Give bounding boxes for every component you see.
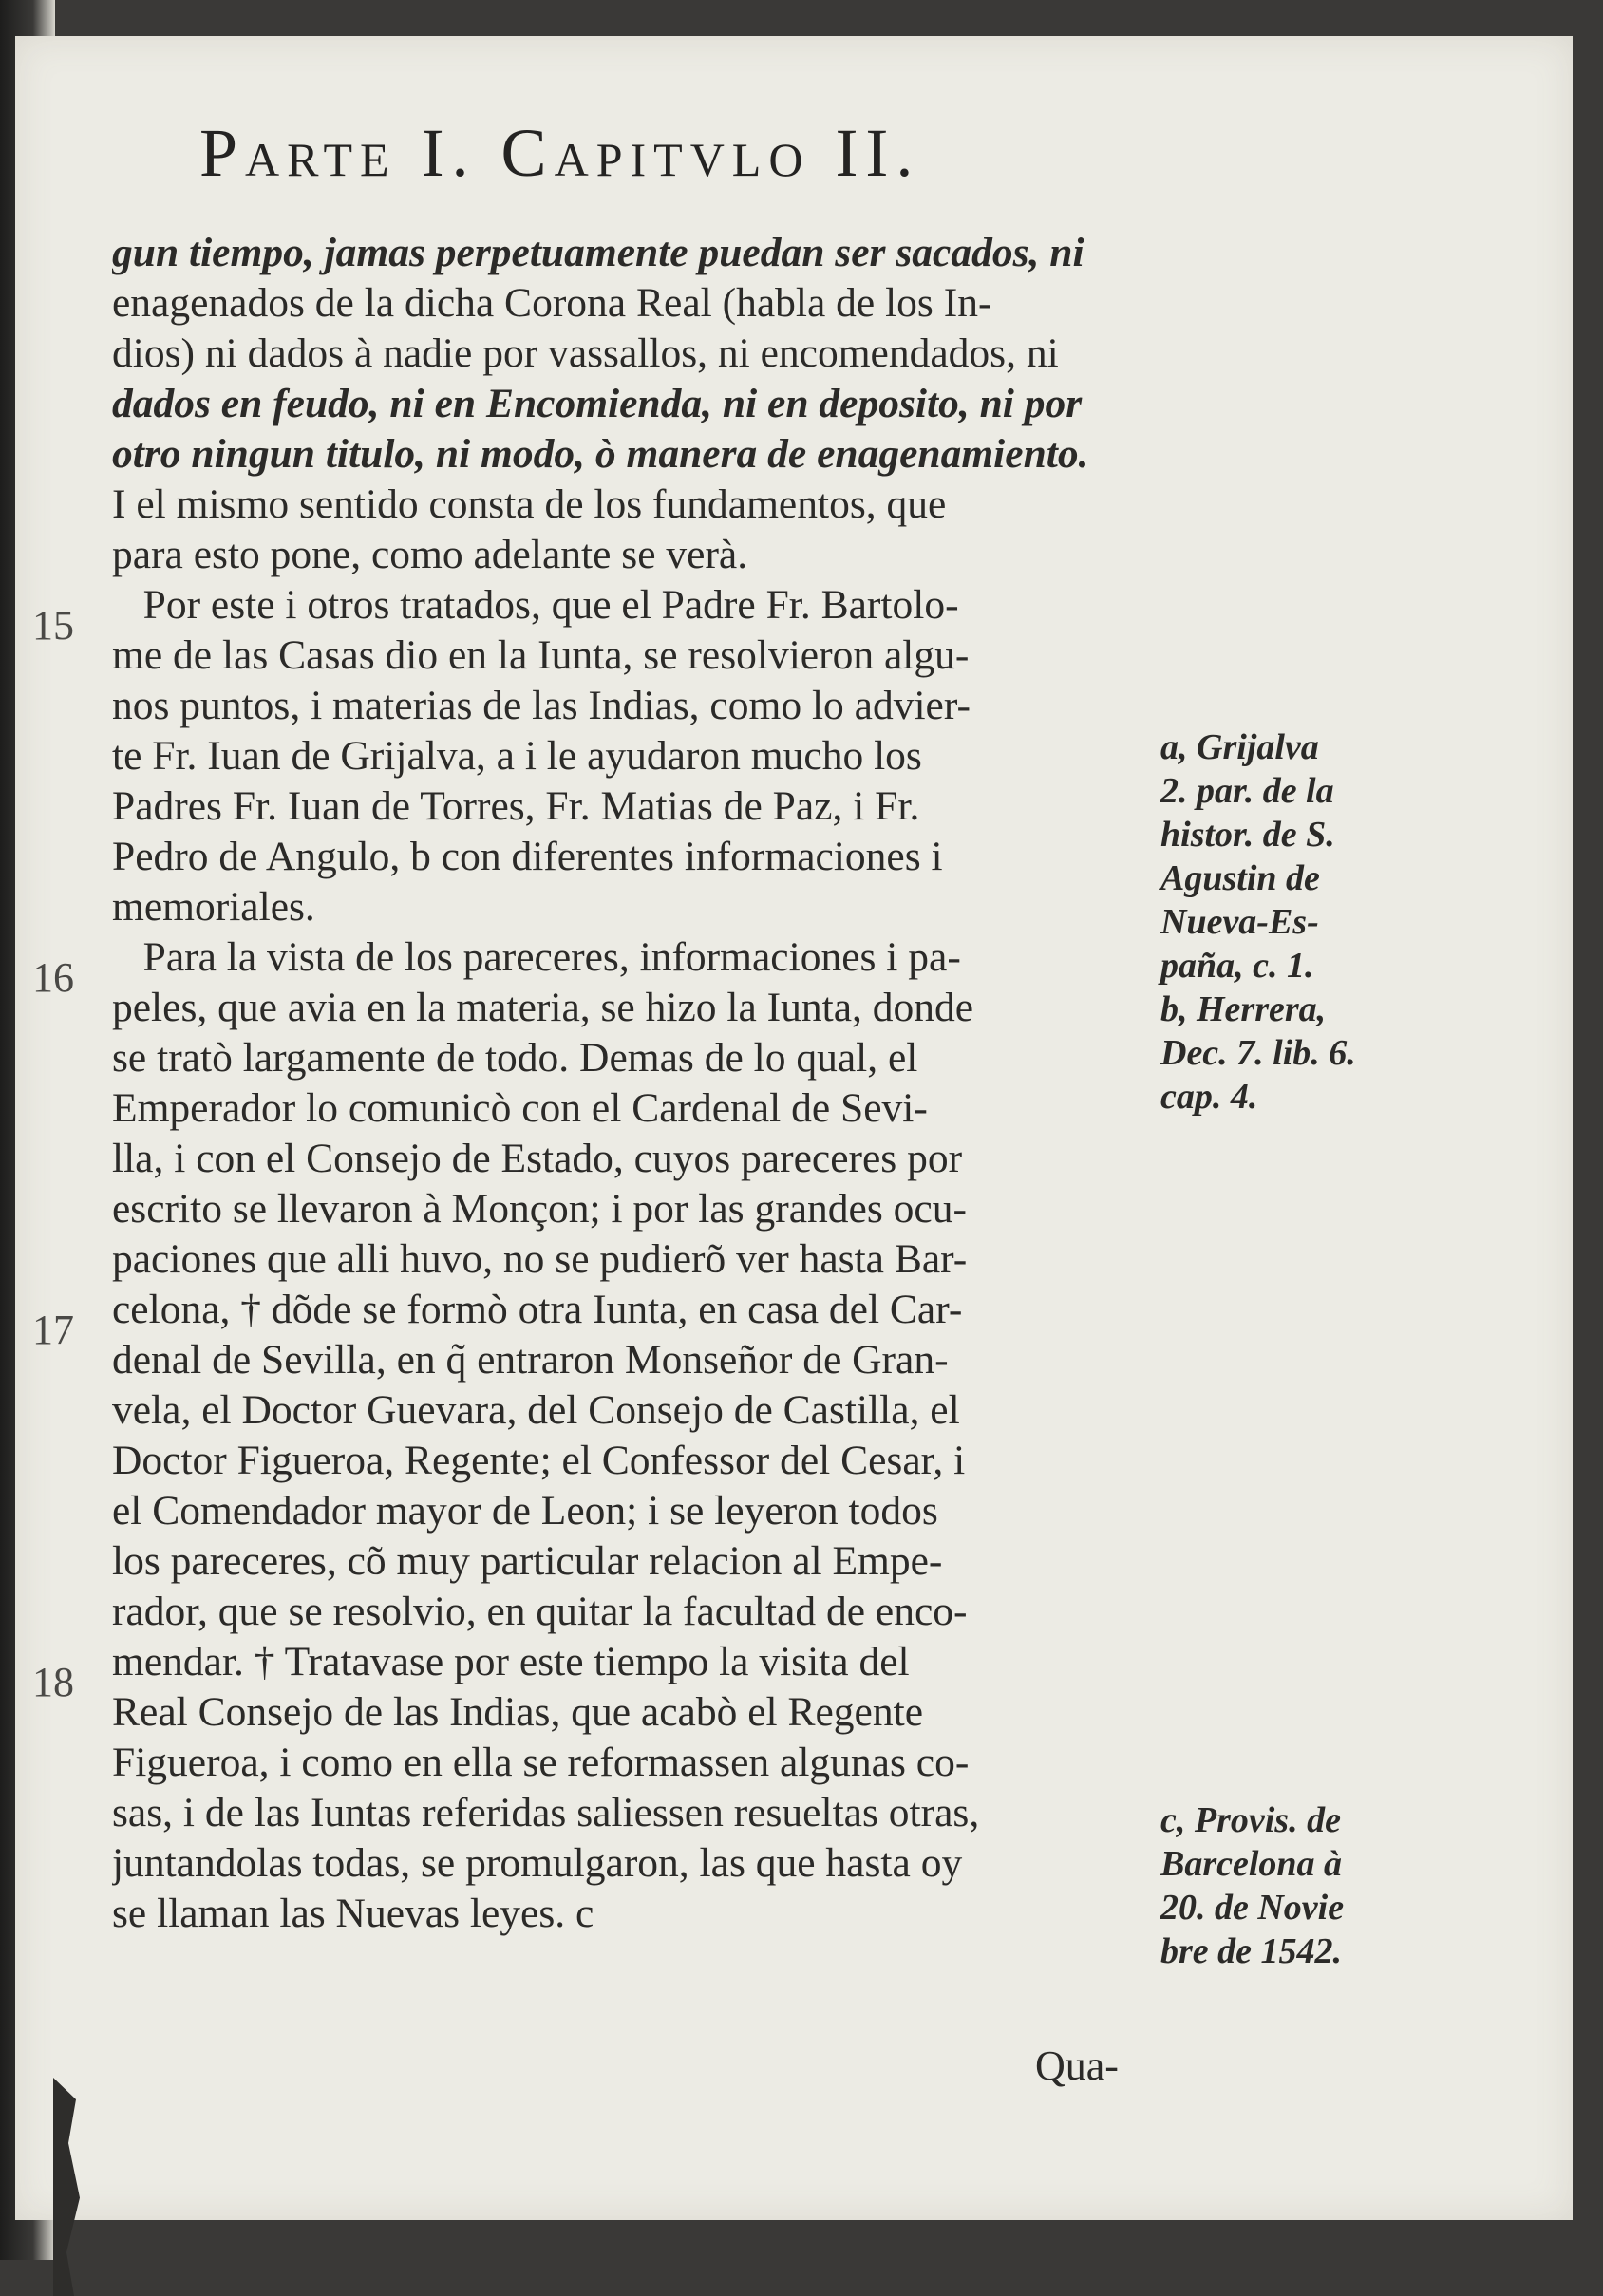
running-head: Parte I. Capitvlo II. xyxy=(199,115,921,191)
text-line: otro ningun titulo, ni modo, ò manera de enagenamiento. xyxy=(112,431,1089,477)
text-line: Para la vista de los pareceres, informaciones i pa- xyxy=(142,934,961,980)
paragraph-number: 18 xyxy=(32,1659,74,1705)
paragraph-number: 15 xyxy=(32,602,74,649)
text-line: memoriales. xyxy=(112,884,315,930)
text-line: me de las Casas dio en la Iunta, se resolvieron algu- xyxy=(112,632,970,678)
margin-note-line: cap. 4. xyxy=(1160,1077,1258,1117)
text-line: el Comendador mayor de Leon; i se leyeron todos xyxy=(112,1488,938,1534)
text-line: los pareceres, cõ muy particular relacion al Empe- xyxy=(112,1538,943,1584)
text-line: te Fr. Iuan de Grijalva, a i le ayudaron mucho los xyxy=(112,733,922,779)
text-line: Doctor Figueroa, Regente; el Confessor del Cesar, i xyxy=(112,1438,966,1483)
page-tear xyxy=(53,2078,91,2296)
paragraph-number: 17 xyxy=(32,1307,74,1353)
text-line: celona, † dõde se formò otra Iunta, en casa del Car- xyxy=(112,1287,963,1332)
margin-note-line: a, Grijalva xyxy=(1160,727,1319,767)
text-line: I el mismo sentido consta de los fundamentos, que xyxy=(112,481,947,527)
text-line: gun tiempo, jamas perpetuamente puedan ser sacados, ni xyxy=(112,230,1084,275)
text-line: enagenados de la dicha Corona Real (habla de los In- xyxy=(112,280,992,326)
text-line: Emperador lo comunicò con el Cardenal de Sevi- xyxy=(112,1085,928,1131)
text-line: Por este i otros tratados, que el Padre Fr. Bartolo- xyxy=(142,582,959,628)
catchword: Qua- xyxy=(1035,2042,1119,2089)
text-line: escrito se llevaron à Monçon; i por las grandes ocu- xyxy=(112,1186,967,1232)
text-line: dios) ni dados à nadie por vassallos, ni encomendados, ni xyxy=(112,330,1059,376)
text-line: denal de Sevilla, en q̃ entraron Monseñor de Gran- xyxy=(112,1337,949,1383)
margin-note-line: Agustin de xyxy=(1160,858,1320,898)
text-line: para esto pone, como adelante se verà. xyxy=(112,532,748,577)
margin-note xyxy=(1160,725,1407,1119)
margin-note-line: paña, c. 1. xyxy=(1160,946,1314,986)
margin-note-line: Dec. 7. lib. 6. xyxy=(1160,1033,1356,1073)
margin-note-line: 20. de Novie xyxy=(1160,1888,1345,1928)
text-line: Padres Fr. Iuan de Torres, Fr. Matias de Paz, i Fr. xyxy=(112,783,920,829)
text-line: juntandolas todas, se promulgaron, las que hasta oy xyxy=(112,1840,963,1886)
margin-note-line: histor. de S. xyxy=(1160,815,1335,855)
text-line: vela, el Doctor Guevara, del Consejo de Castilla, el xyxy=(112,1387,960,1433)
text-line: dados en feudo, ni en Encomienda, ni en deposito, ni por xyxy=(112,381,1083,426)
text-line: se tratò largamente de todo. Demas de lo qual, el xyxy=(112,1035,918,1081)
margin-note-line: b, Herrera, xyxy=(1160,989,1327,1029)
text-line: peles, que avia en la materia, se hizo la Iunta, donde xyxy=(112,985,974,1030)
text-line: lla, i con el Consejo de Estado, cuyos pareceres por xyxy=(112,1136,963,1181)
margin-note xyxy=(1160,1798,1407,1973)
margin-note-line: Barcelona à xyxy=(1160,1844,1343,1884)
margin-note-line: bre de 1542. xyxy=(1160,1931,1343,1971)
text-line: Pedro de Angulo, b con diferentes informaciones i xyxy=(112,834,943,879)
text-line: se llaman las Nuevas leyes. c xyxy=(112,1891,594,1936)
text-line: paciones que alli huvo, no se pudierõ ver hasta Bar- xyxy=(112,1236,968,1282)
text-line: rador, que se resolvio, en quitar la facultad de enco- xyxy=(112,1589,968,1634)
main-text xyxy=(112,228,1147,1939)
paragraph-number: 16 xyxy=(32,954,74,1001)
text-line: Figueroa, i como en ella se reformassen algunas co- xyxy=(112,1740,970,1785)
margin-note-line: Nueva-Es- xyxy=(1160,902,1319,942)
text-line: Real Consejo de las Indias, que acabò el Regente xyxy=(112,1689,924,1735)
text-line: nos puntos, i materias de las Indias, como lo advier- xyxy=(112,683,971,728)
margin-note-line: 2. par. de la xyxy=(1160,771,1334,811)
text-line: mendar. † Tratavase por este tiempo la visita del xyxy=(112,1639,910,1684)
text-line: sas, i de las Iuntas referidas saliessen resueltas otras, xyxy=(112,1790,980,1835)
margin-note-line: c, Provis. de xyxy=(1160,1800,1341,1840)
